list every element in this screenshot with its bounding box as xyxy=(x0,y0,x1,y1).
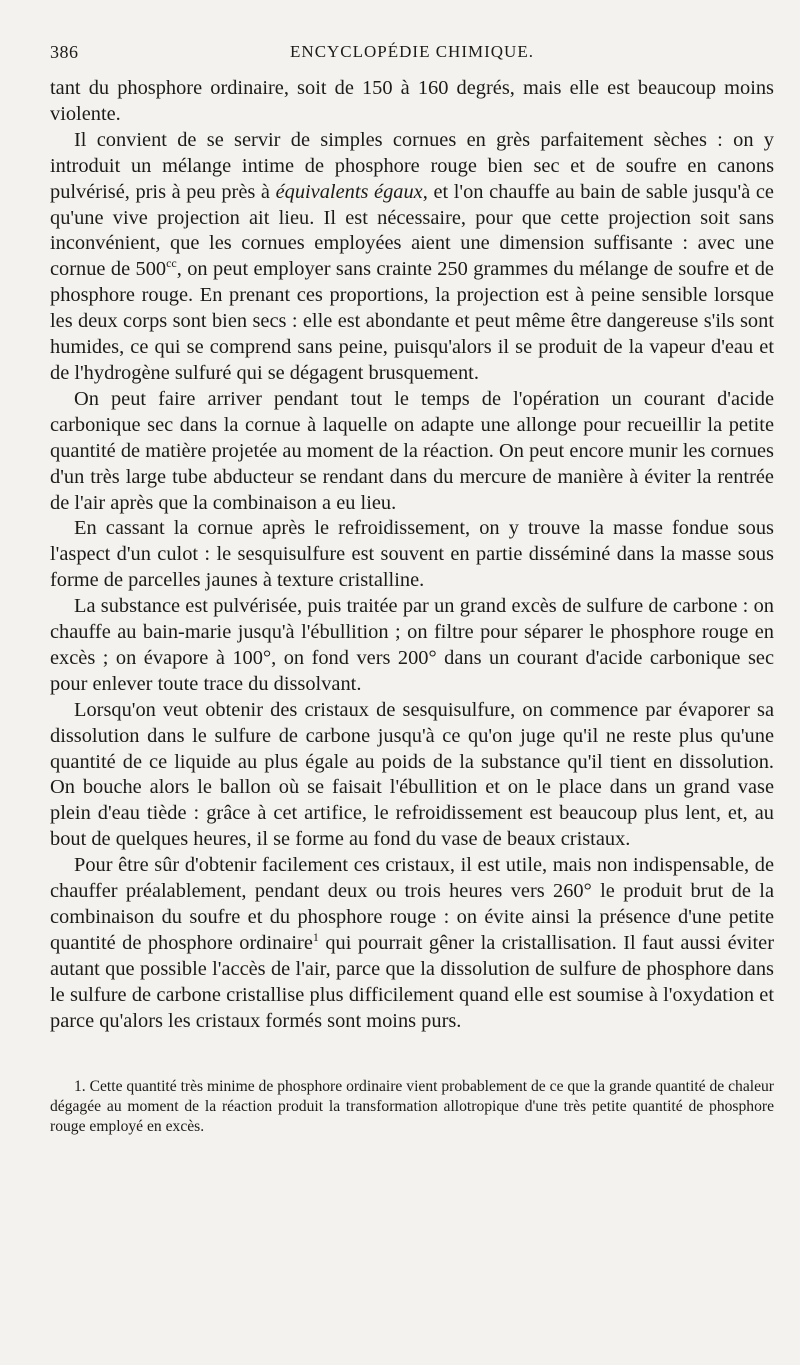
page-header xyxy=(50,38,774,64)
footnote-reference[interactable]: 1 xyxy=(312,930,319,945)
body-text xyxy=(50,76,774,1035)
italic-term: équivalents égaux xyxy=(275,180,423,203)
footnote: 1. Cette quantité très minime de phosphore ordinaire vient probablement de ce que la grande quantité de chaleur dégagée au moment de la réaction produit la transformation allotropique d'une très petite quantité de phosphore rouge employé en excès. xyxy=(50,1077,774,1135)
paragraph-7: Pour être sûr d'obtenir facilement ces cristaux, il est utile, mais non indispensable, de chauffer préalablement, pendant deux ou trois heures vers 260° le produit brut de la combinaison du soufre et du phosphore rouge : on évite ainsi la présence d'une petite quantité de phosphore ordinaire$^1$ qui pourrait gêner la cristallisation. Il faut aussi éviter autant que possible l'accès de l'air, parce que la dissolution de sulfure de phosphore dans le sulfure de carbone cristallise plus difficilement quand elle est soumise à l'oxydation et parce qu'alors les cristaux formés sont moins purs. xyxy=(50,854,774,1032)
paragraph-4: En cassant la cornue après le refroidissement, on y trouve la masse fondue sous l'aspect d'un culot : le sesquisulfure est souvent en partie disséminé dans la masse sous forme de parcelles jaunes à texture cristalline. xyxy=(50,517,774,592)
paragraph-5: La substance est pulvérisée, puis traitée par un grand excès de sulfure de carbone : on chauffe au bain-marie jusqu'à l'ébullition ; on filtre pour séparer le phosphore rouge en excès ; on évapore à 100°, on fond vers 200° dans un courant d'acide carbonique sec pour enlever toute trace du dissolvant. xyxy=(50,595,774,695)
running-head: ENCYCLOPÉDIE CHIMIQUE. xyxy=(290,42,534,61)
paragraph-1: tant du phosphore ordinaire, soit de 150 à 160 degrés, mais elle est beaucoup moins violente. xyxy=(50,77,774,125)
paragraph-3: On peut faire arriver pendant tout le temps de l'opération un courant d'acide carbonique sec dans la cornue à laquelle on adapte une allonge pour recueillir la petite quantité de matière projetée au moment de la réaction. On peut encore munir les cornues d'un très large tube abducteur se rendant dans du mercure de manière à éviter la rentrée de l'air après que la combinaison a eu lieu. xyxy=(50,387,774,514)
paragraph-2: Il convient de se servir de simples cornues en grès parfaitement sèches : on y introduit un mélange intime de phosphore rouge bien sec et de soufre en canons pulvérisé, pris à peu près à équivalents égaux, et l'on chauffe au bain de sable jusqu'à ce qu'une vive projection ait lieu. Il est nécessaire, pour que cette projection soit sans inconvénient, que les cornues employées aient une dimension suffisante : avec une cornue de $500^{cc}$, on peut employer sans crainte 250 grammes du mélange de soufre et de phosphore rouge. En prenant ces proportions, la projection est à peine sensible lorsque les deux corps sont bien secs : elle est abondante et peut même être dangereuse s'ils sont humides, ce qui se comprend sans peine, puisqu'alors il se produit de la vapeur d'eau et de l'hydrogène sulfuré qui se dégagent brusquement. xyxy=(50,128,774,384)
paragraph-6: Lorsqu'on veut obtenir des cristaux de sesquisulfure, on commence par évaporer sa dissolution dans le sulfure de carbone jusqu'à ce qu'on juge qu'il ne reste plus qu'une quantité de ce liquide au plus égale au poids de la substance qu'il tient en dissolution. On bouche alors le ballon où se faisait l'ébullition et on le place dans un grand vase plein d'eau tiède : grâce à cet artifice, le refroidissement est beaucoup plus lent, et, au bout de quelques heures, il se forme au fond du vase de beaux cristaux. xyxy=(50,698,774,851)
superscript-cc: cc xyxy=(166,256,177,271)
page-number: 386 xyxy=(50,42,79,62)
